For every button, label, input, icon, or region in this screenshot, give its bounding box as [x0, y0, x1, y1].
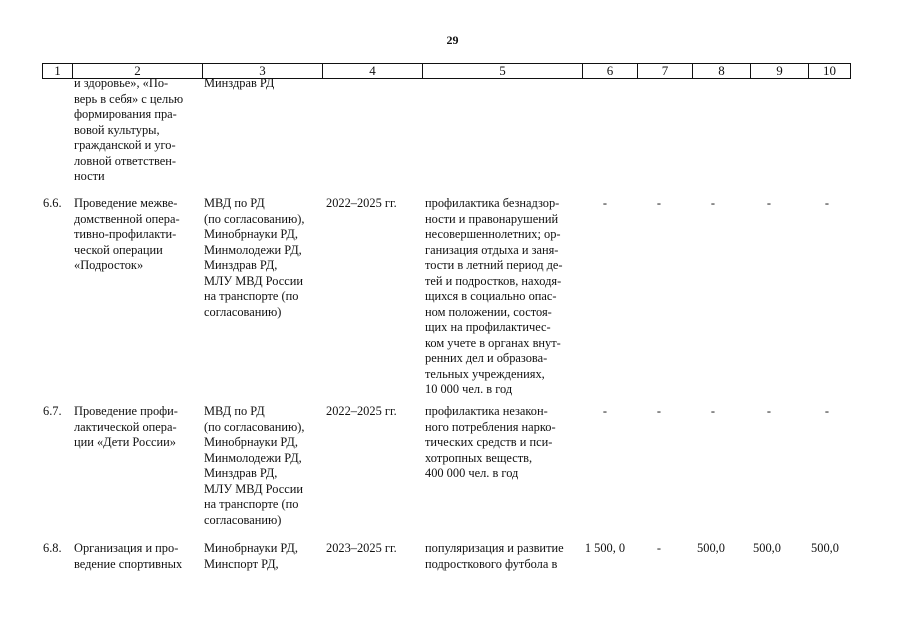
value-col6: - — [602, 196, 608, 210]
column-header: 1 — [43, 64, 73, 79]
expected-result: популяризация и развитие подросткового футбола в — [425, 541, 564, 571]
measure-name: Проведение профи- лактической опера- ции «Дети России» — [74, 404, 178, 449]
column-header: 10 — [809, 64, 851, 79]
column-header: 9 — [751, 64, 809, 79]
column-header: 7 — [638, 64, 693, 79]
column-header: 4 — [323, 64, 423, 79]
value-col9: 500,0 — [753, 541, 781, 555]
column-header: 6 — [583, 64, 638, 79]
value-col8: - — [710, 404, 716, 418]
column-header: 8 — [693, 64, 751, 79]
value-col9: - — [766, 196, 772, 210]
expected-result: профилактика безнадзор- ности и правонарушений несовершеннолетних; ор- ганизация отдыха и заня- тости в летний период де- тей и подростков, находя- щихся в социально опас- ном положении, состоя- щих на профилактичес- ком учете в органах внут- ренних дел и образова- тельных учреждениях, 10 000 чел. в год — [425, 196, 563, 396]
value-col10: - — [824, 404, 830, 418]
measure-name: Проведение межве- домственной опера- тивно-профилакти- ческой операции «Подросток» — [74, 196, 180, 272]
executor: МВД по РД (по согласованию), Минобрнауки РД, Минмолодежи РД, Минздрав РД, МЛУ МВД России на транспорте (по согласованию) — [204, 404, 305, 527]
item-number: 6.8. — [43, 541, 62, 555]
executor: Минздрав РД — [204, 76, 275, 90]
period: 2022–2025 гг. — [326, 404, 397, 418]
executor: МВД по РД (по согласованию), Минобрнауки РД, Минмолодежи РД, Минздрав РД, МЛУ МВД России на транспорте (по согласованию) — [204, 196, 305, 319]
value-col7: - — [656, 404, 662, 418]
value-col10: - — [824, 196, 830, 210]
value-col8: 500,0 — [697, 541, 725, 555]
column-header: 3 — [203, 64, 323, 79]
expected-result: профилактика незакон- ного потребления нарко- тических средств и пси- хотропных веществ, 400 000 чел. в год — [425, 404, 556, 480]
column-header: 5 — [423, 64, 583, 79]
value-col8: - — [710, 196, 716, 210]
item-number: 6.6. — [43, 196, 62, 210]
value-col9: - — [766, 404, 772, 418]
page-number: 29 — [446, 33, 459, 47]
measure-name: Организация и про- ведение спортивных — [74, 541, 183, 571]
value-col10: 500,0 — [811, 541, 839, 555]
value-col7: - — [656, 196, 662, 210]
item-number: 6.7. — [43, 404, 62, 418]
period: 2023–2025 гг. — [326, 541, 397, 555]
value-col6: 1 500, 0 — [584, 541, 626, 555]
column-header: 2 — [73, 64, 203, 79]
value-col7: - — [656, 541, 662, 555]
measure-name: и здоровье», «По- верь в себя» с целью формирования пра- вовой культуры, гражданской и уго- ловной ответствен- ности — [74, 76, 184, 183]
value-col6: - — [602, 404, 608, 418]
executor: Минобрнауки РД, Минспорт РД, — [204, 541, 298, 571]
period: 2022–2025 гг. — [326, 196, 397, 210]
